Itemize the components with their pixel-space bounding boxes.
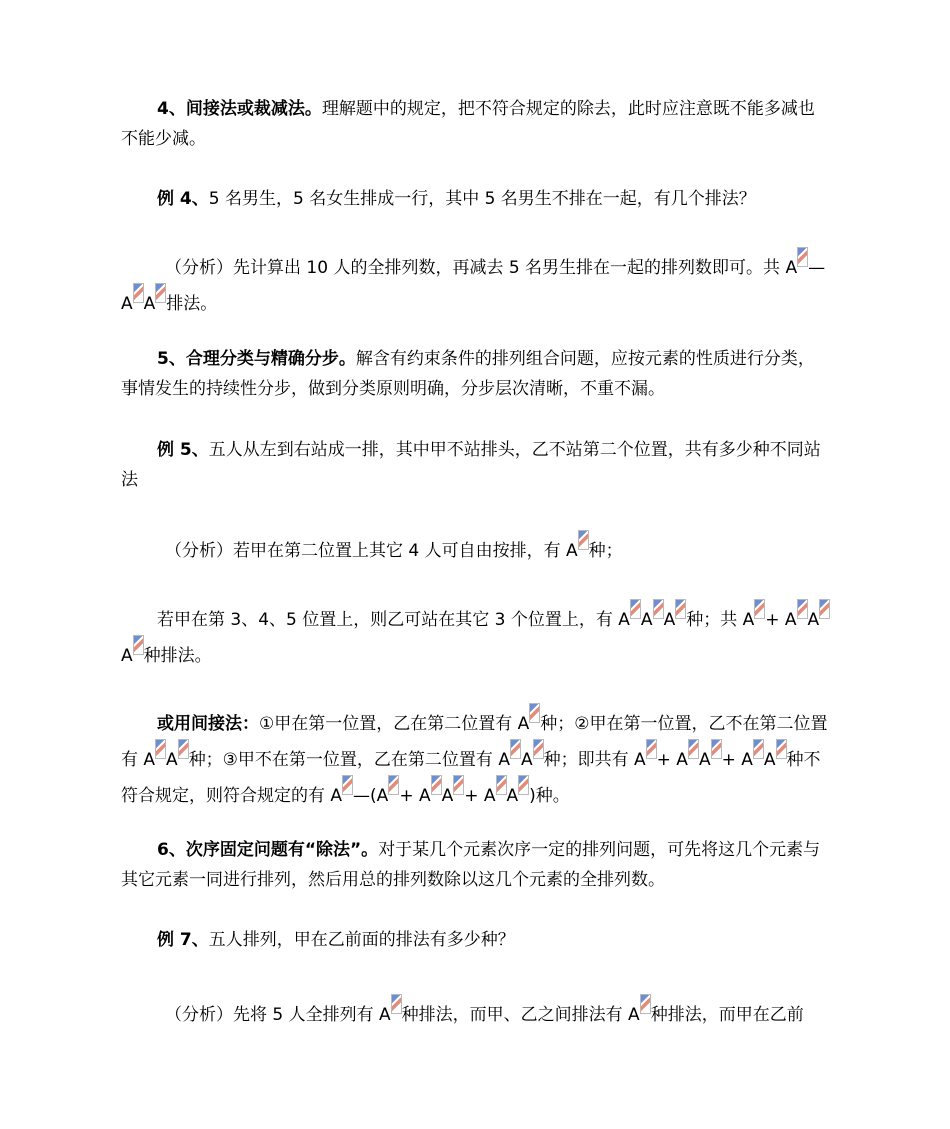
formula-image-icon: [819, 599, 830, 619]
analysis-text: 种排法。: [143, 646, 212, 666]
analysis-text: 若甲在第 3、4、5 位置上，则乙可站在其它 3 个位置上，有 A: [157, 610, 630, 630]
formula-image-icon: [133, 635, 144, 655]
section-5-text: 解含有约束条件的排列组合问题，应按元素的性质进行分类，事情发生的持续性分步，做到分类原则明确，分步层次清晰，不重不漏。: [121, 349, 815, 399]
formula-image-icon: [391, 994, 402, 1014]
example-4-title: 例 4、: [157, 189, 209, 209]
analysis-text: A: [807, 610, 820, 630]
formula-image-icon: [753, 739, 764, 759]
analysis-text: A: [640, 610, 653, 630]
analysis-text: + A: [399, 786, 431, 806]
analysis-text: ①甲在第一位置，乙在第二位置有 A: [259, 714, 530, 734]
formula-image-icon: [640, 994, 651, 1014]
formula-image-icon: [178, 739, 189, 759]
section-6-paragraph: [121, 835, 831, 895]
analysis-text: 种；共 A: [686, 610, 755, 630]
formula-image-icon: [510, 739, 521, 759]
indirect-method-paragraph: [121, 703, 831, 811]
example-7-title: 例 7、: [157, 930, 209, 950]
analysis-text: （分析）先计算出 10 人的全排列数，再减去 5 名男生排在一起的排列数即可。共 A: [165, 258, 798, 278]
analysis-text: —A: [121, 258, 826, 314]
analysis-text: A: [441, 786, 454, 806]
analysis-text: 种不符合规定，则符合规定的有 A: [121, 750, 821, 806]
formula-image-icon: [342, 775, 353, 795]
formula-image-icon: [675, 599, 686, 619]
section-5-title: 5、合理分类与精确分步。: [157, 349, 356, 369]
formula-image-icon: [711, 739, 722, 759]
example-5-analysis-2: [121, 599, 831, 671]
analysis-text: —(A: [353, 786, 389, 806]
analysis-text: A: [166, 750, 178, 770]
analysis-text: + A: [721, 750, 753, 770]
formula-image-icon: [155, 283, 166, 303]
example-5-analysis-1: [121, 530, 831, 566]
example-5-question: [121, 435, 831, 495]
analysis-text: A: [143, 294, 156, 314]
analysis-text: （分析）先将 5 人全排列有 A: [165, 1005, 391, 1025]
analysis-text: 种；即共有 A: [543, 750, 646, 770]
example-4-analysis: [121, 247, 831, 319]
example-5-title: 例 5、: [157, 440, 209, 460]
analysis-text: 种排法，而甲、乙之间排法有 A: [401, 1005, 640, 1025]
indirect-method-title: 或用间接法：: [157, 714, 259, 734]
section-5-paragraph: [121, 344, 831, 404]
formula-image-icon: [533, 739, 544, 759]
formula-image-icon: [155, 739, 166, 759]
example-5-text: 五人从左到右站成一排，其中甲不站排头，乙不站第二个位置，共有多少种不同站法: [121, 440, 821, 490]
formula-image-icon: [496, 775, 507, 795]
section-6-text: 对于某几个元素次序一定的排列问题，可先将这几个元素与其它元素一同进行排列，然后用总的排列数除以这几个元素的全排列数。: [121, 840, 821, 890]
formula-image-icon: [754, 599, 765, 619]
analysis-text: + A: [765, 610, 797, 630]
example-7-analysis: [121, 994, 831, 1030]
formula-image-icon: [776, 739, 787, 759]
example-4-text: 5 名男生，5 名女生排成一行，其中 5 名男生不排在一起，有几个排法？: [208, 189, 756, 209]
analysis-text: 种排法，而甲在乙前: [650, 1005, 804, 1025]
formula-image-icon: [388, 775, 399, 795]
example-7-question: [121, 925, 831, 955]
formula-image-icon: [431, 775, 442, 795]
section-4-title: 4、间接法或裁减法。: [157, 99, 322, 119]
analysis-text: A: [763, 750, 776, 770]
formula-image-icon: [529, 703, 540, 723]
example-7-text: 五人排列，甲在乙前面的排法有多少种？: [208, 930, 515, 950]
analysis-text: 种；③甲不在第一位置，乙在第二位置有 A: [188, 750, 510, 770]
analysis-text: 排法。: [166, 294, 218, 314]
section-6-title: 6、次序固定问题有“除法”。: [157, 840, 379, 860]
formula-image-icon: [578, 530, 589, 550]
formula-image-icon: [133, 283, 144, 303]
analysis-text: )种。: [529, 786, 570, 806]
analysis-text: 种；: [588, 541, 623, 561]
section-4-text: 理解题中的规定，把不符合规定的除去，此时应注意既不能多减也不能少减。: [121, 99, 815, 149]
formula-image-icon: [518, 775, 529, 795]
formula-image-icon: [653, 599, 664, 619]
formula-image-icon: [688, 739, 699, 759]
formula-image-icon: [646, 739, 657, 759]
analysis-text: A: [663, 610, 676, 630]
analysis-text: + A: [464, 786, 496, 806]
example-4-question: [121, 184, 831, 214]
formula-image-icon: [797, 599, 808, 619]
analysis-text: + A: [656, 750, 688, 770]
formula-image-icon: [453, 775, 464, 795]
analysis-text: A: [121, 646, 133, 666]
analysis-text: A: [698, 750, 711, 770]
formula-image-icon: [797, 247, 808, 267]
analysis-text: （分析）若甲在第二位置上其它 4 人可自由按排，有 A: [165, 541, 578, 561]
formula-image-icon: [630, 599, 641, 619]
analysis-text: A: [506, 786, 519, 806]
section-4-paragraph: [121, 94, 831, 154]
analysis-text: 种；②甲在第一位置，乙不在第二位置有 A: [121, 714, 828, 770]
analysis-text: A: [520, 750, 533, 770]
